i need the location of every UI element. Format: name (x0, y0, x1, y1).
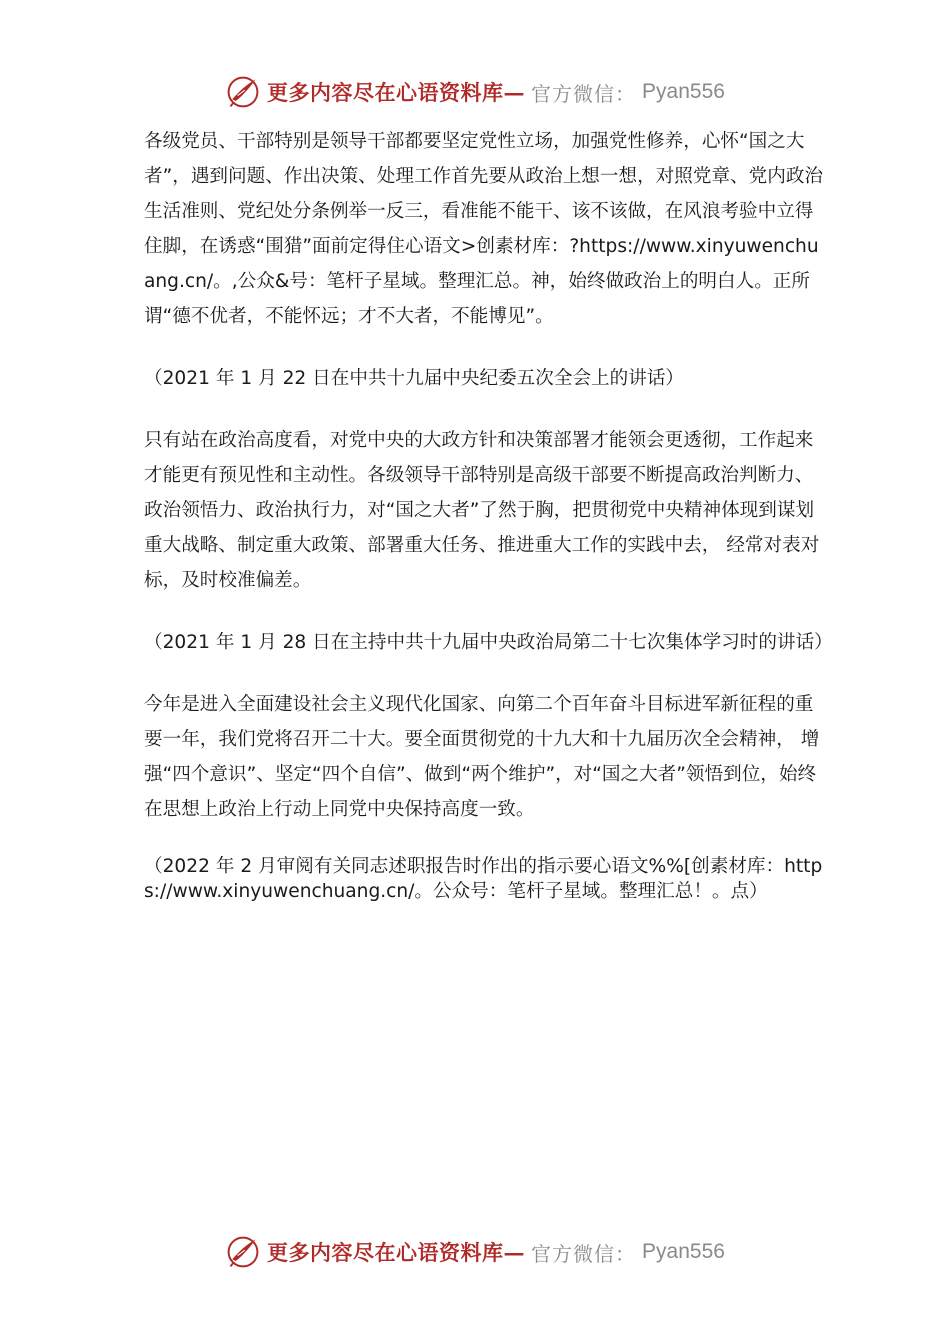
footer-wechat-label: 官方微信： (531, 1241, 637, 1266)
spacer (144, 660, 824, 687)
quill-pen-logo-icon (225, 74, 261, 110)
footer-wechat-id: Pyan556 (642, 1240, 725, 1263)
spacer (144, 827, 824, 854)
header-banner (0, 72, 950, 112)
header-wechat-label: 官方微信： (531, 81, 637, 106)
citation-2: （2021 年 1 月 28 日在主持中共十九届中央政治局第二十七次集体学习时的讲话） (144, 632, 833, 653)
header-brand-text: 更多内容尽在心语资料库— (267, 80, 526, 105)
citation-1: （2021 年 1 月 22 日在中共十九届中央纪委五次全会上的讲话） (144, 368, 685, 389)
paragraph-2: 只有站在政治高度看，对党中央的大政方针和决策部署才能领会更透彻，工作起来才能更有预见性和主动性。各级领导干部特别是高级干部要不断提高政治判断力、政治领悟力、政治执行力，对“国之大者”了然于胸，把贯彻党中央精神体现到谋划重大战略、制定重大政策、部署重大任务、推进重大工作的实践中去， 经常对表对标，及时校准偏差。 (144, 430, 820, 591)
footer-brand-text: 更多内容尽在心语资料库— (267, 1240, 526, 1265)
spacer (144, 598, 824, 625)
paragraph-1: 各级党员、干部特别是领导干部都要坚定党性立场，加强党性修养，心怀“国之大者”，遇到问题、作出决策、处理工作首先要从政治上想一想，对照党章、党内政治生活准则、党纪处分条例举一反三，看准能不能干、该不该做，在风浪考验中立得住脚，在诱惑“围猎”面前定得住心语文>创素材库：?https://www.xinyuwenchuang.cn/。,公众&号：笔杆子星域。整理汇总。神，始终做政治上的明白人。正所谓“德不优者，不能怀远；才不大者，不能博见”。 (144, 131, 824, 327)
citation-3: （2022 年 2 月审阅有关同志述职报告时作出的指示要心语文%%[创素材库：https://www.xinyuwenchuang.cn/。公众号：笔杆子星域。整理汇总！。点） (144, 856, 823, 902)
spacer (144, 396, 824, 423)
footer-banner (0, 1232, 950, 1272)
quill-pen-logo-icon (225, 1234, 261, 1270)
spacer (144, 334, 824, 361)
document-body (144, 124, 833, 904)
header-wechat-id: Pyan556 (642, 80, 725, 103)
paragraph-3: 今年是进入全面建设社会主义现代化国家、向第二个百年奋斗目标进军新征程的重要一年，我们党将召开二十大。要全面贯彻党的十九大和十九届历次全会精神， 增强“四个意识”、坚定“四个自信”、做到“两个维护”，对“国之大者”领悟到位，始终在思想上政治上行动上同党中央保持高度一致。 (144, 694, 820, 820)
